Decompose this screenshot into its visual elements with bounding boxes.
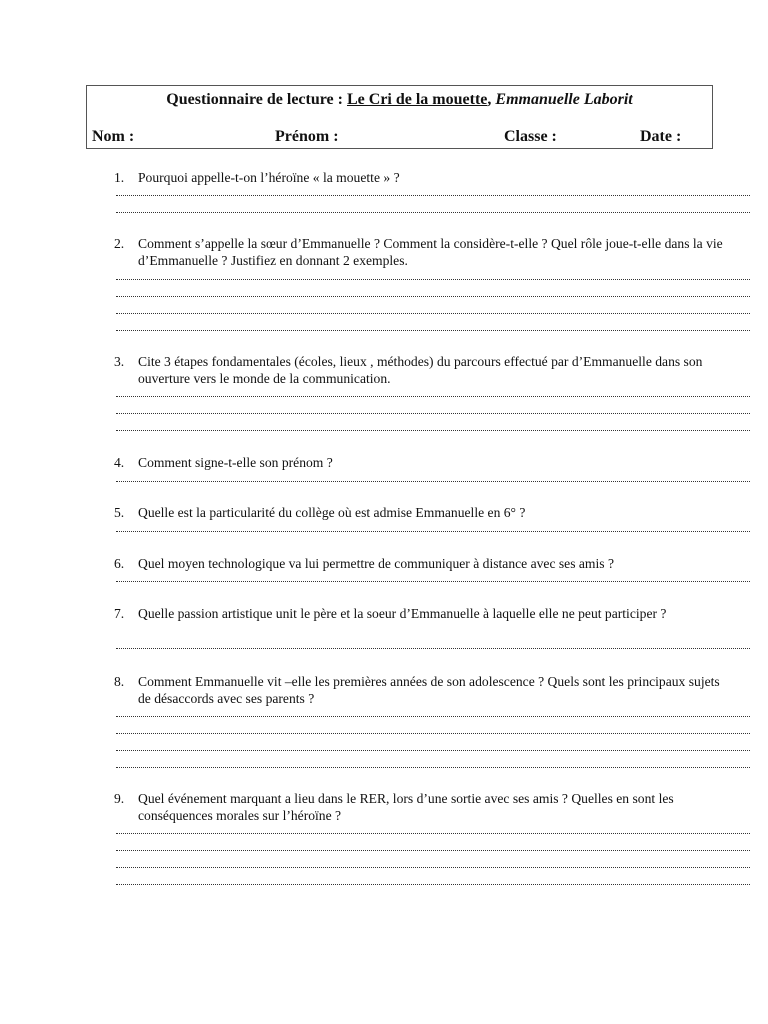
answer-line[interactable] bbox=[116, 581, 750, 585]
question-1 bbox=[114, 169, 754, 186]
answer-line[interactable] bbox=[116, 767, 750, 771]
date-field-label: Date : bbox=[640, 128, 682, 145]
prenom-field-label: Prénom : bbox=[275, 128, 339, 145]
answer-line[interactable] bbox=[116, 313, 750, 317]
question-number: 6. bbox=[114, 556, 125, 571]
question-text: Pourquoi appelle-t-on l’héroïne « la mouette » ? bbox=[138, 170, 400, 185]
question-text: Cite 3 étapes fondamentales (écoles, lieux , méthodes) du parcours effectué par d’Emmanuelle dans son ouverture vers le monde de la communication. bbox=[138, 354, 703, 386]
question-9 bbox=[114, 790, 754, 824]
answer-line[interactable] bbox=[116, 296, 750, 300]
nom-field-label: Nom : bbox=[92, 128, 135, 145]
question-text: Quelle passion artistique unit le père et la soeur d’Emmanuelle à laquelle elle ne peut participer ? bbox=[138, 606, 667, 621]
header-box bbox=[86, 85, 713, 149]
answer-line[interactable] bbox=[116, 330, 750, 334]
answer-line[interactable] bbox=[116, 750, 750, 754]
answer-line[interactable] bbox=[116, 850, 750, 854]
question-text: Comment s’appelle la sœur d’Emmanuelle ? Comment la considère-t-elle ? Quel rôle joue-t-elle dans la vie d’Emmanuelle ? Justifiez en donnant 2 exemples. bbox=[138, 236, 723, 268]
answer-line[interactable] bbox=[116, 867, 750, 871]
question-text: Comment Emmanuelle vit –elle les premières années de son adolescence ? Quels sont les principaux sujets de désaccords avec ses parents ? bbox=[138, 674, 720, 706]
question-8 bbox=[114, 673, 754, 707]
author-name: Emmanuelle Laborit bbox=[495, 91, 633, 108]
question-text: Quel moyen technologique va lui permettre de communiquer à distance avec ses amis ? bbox=[138, 556, 614, 571]
answer-line[interactable] bbox=[116, 481, 750, 485]
answer-line[interactable] bbox=[116, 195, 750, 199]
question-number: 4. bbox=[114, 455, 125, 470]
answer-line[interactable] bbox=[116, 648, 750, 652]
question-number: 2. bbox=[114, 236, 125, 251]
question-2 bbox=[114, 235, 754, 269]
answer-line[interactable] bbox=[116, 413, 750, 417]
answer-line[interactable] bbox=[116, 531, 750, 535]
classe-field-label: Classe : bbox=[504, 128, 557, 145]
question-4 bbox=[114, 454, 754, 471]
answer-line[interactable] bbox=[116, 884, 750, 888]
question-number: 3. bbox=[114, 354, 125, 369]
question-3 bbox=[114, 353, 754, 387]
question-number: 1. bbox=[114, 170, 125, 185]
answer-line[interactable] bbox=[116, 212, 750, 216]
question-6 bbox=[114, 555, 754, 572]
question-5 bbox=[114, 504, 754, 521]
document-title bbox=[87, 91, 712, 109]
question-7 bbox=[114, 605, 754, 622]
question-text: Comment signe-t-elle son prénom ? bbox=[138, 455, 333, 470]
answer-line[interactable] bbox=[116, 396, 750, 400]
question-number: 5. bbox=[114, 505, 125, 520]
question-number: 8. bbox=[114, 674, 125, 689]
answer-line[interactable] bbox=[116, 833, 750, 837]
question-text: Quel événement marquant a lieu dans le RER, lors d’une sortie avec ses amis ? Quelles en sont les conséquences morales sur l’héroïne ? bbox=[138, 791, 674, 823]
answer-line[interactable] bbox=[116, 716, 750, 720]
answer-line[interactable] bbox=[116, 279, 750, 283]
question-number: 9. bbox=[114, 791, 125, 806]
question-text: Quelle est la particularité du collège où est admise Emmanuelle en 6° ? bbox=[138, 505, 526, 520]
title-comma: , bbox=[487, 91, 492, 108]
title-prefix: Questionnaire de lecture : bbox=[166, 91, 347, 108]
question-number: 7. bbox=[114, 606, 125, 621]
answer-line[interactable] bbox=[116, 430, 750, 434]
book-title: Le Cri de la mouette bbox=[346, 91, 488, 108]
answer-line[interactable] bbox=[116, 733, 750, 737]
